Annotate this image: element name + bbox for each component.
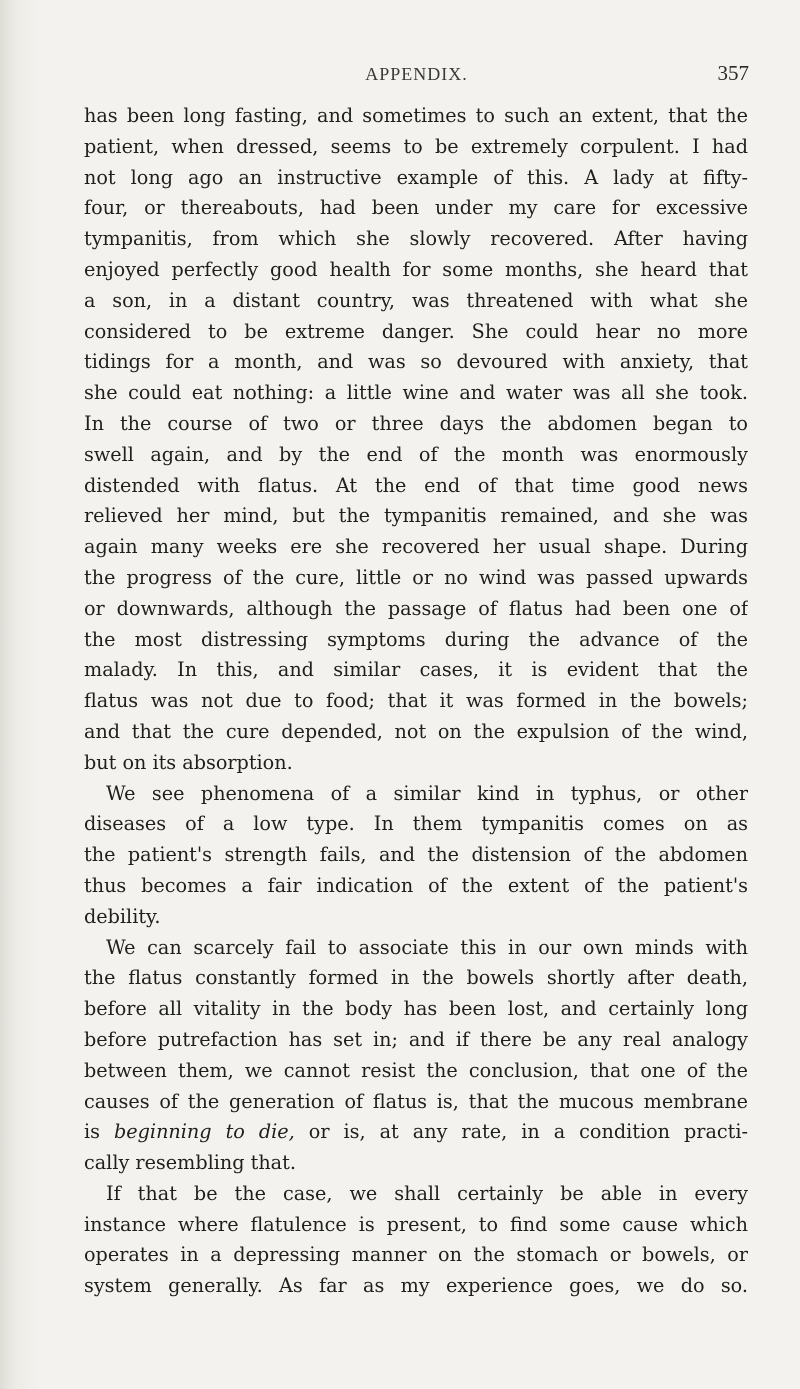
text-line: but on its absorption. [84, 750, 293, 774]
page-number: 357 [717, 61, 749, 85]
running-head [84, 61, 749, 94]
text-line: tidings for a month, and was so devoured with anxiety, that [84, 350, 748, 374]
text-line: the patient's strength fails, and the distension of the abdomen [84, 843, 748, 867]
text-line: patient, when dressed, seems to be extremely corpulent. I had [84, 134, 748, 158]
running-title: APPENDIX. [365, 64, 468, 84]
text-line: flatus was not due to food; that it was formed in the bowels; [84, 689, 748, 713]
text-line: debility. [84, 904, 161, 928]
text-line: We see phenomena of a similar kind in typhus, or other [106, 781, 748, 805]
text-line: We can scarcely fail to associate this in our own minds with [106, 935, 748, 959]
text-line: the most distressing symptoms during the advance of the [84, 627, 748, 651]
text-line: again many weeks ere she recovered her usual shape. During [84, 535, 748, 559]
text-line: before putrefaction has set in; and if there be any real analogy [84, 1027, 748, 1051]
text-line: she could eat nothing: a little wine and water was all she took. [84, 381, 748, 405]
text-line: diseases of a low type. In them tympanitis comes on as [84, 812, 748, 836]
text-line: system generally. As far as my experience goes, we do so. [84, 1274, 748, 1298]
italic-phrase: beginning to die, [114, 1120, 295, 1144]
text-line: between them, we cannot resist the conclusion, that one of the [84, 1058, 748, 1082]
text-line: operates in a depressing manner on the stomach or bowels, or [84, 1243, 748, 1267]
text-line: thus becomes a fair indication of the extent of the patient's [84, 873, 748, 897]
text-line: enjoyed perfectly good health for some months, she heard that [84, 257, 748, 281]
text-line [84, 1117, 748, 1148]
text-fragment: or is, at any rate, in a condition practi- [308, 1120, 748, 1144]
text-line: malady. In this, and similar cases, it is evident that the [84, 658, 748, 682]
text-line: not long ago an instructive example of this. A lady at fifty- [84, 165, 748, 189]
text-line: a son, in a distant country, was threatened with what she [84, 288, 748, 312]
body-text [84, 101, 748, 1302]
text-line: or downwards, although the passage of flatus had been one of [84, 596, 748, 620]
text-line: causes of the generation of flatus is, that the mucous membrane [84, 1089, 748, 1113]
text-line: swell again, and by the end of the month was enormously [84, 442, 748, 466]
text-line: the flatus constantly formed in the bowels shortly after death, [84, 966, 748, 990]
text-line: and that the cure depended, not on the expulsion of the wind, [84, 719, 748, 743]
text-line: considered to be extreme danger. She could hear no more [84, 319, 748, 343]
text-line: If that be the case, we shall certainly be able in every [106, 1181, 748, 1205]
text-line: relieved her mind, but the tympanitis remained, and she was [84, 504, 748, 528]
text-line: cally resembling that. [84, 1151, 296, 1175]
text-line: has been long fasting, and sometimes to such an extent, that the [84, 104, 748, 127]
text-line: before all vitality in the body has been lost, and certainly long [84, 997, 748, 1021]
text-line: the progress of the cure, little or no wind was passed upwards [84, 565, 748, 589]
text-line: four, or thereabouts, had been under my care for excessive [84, 196, 748, 220]
text-line: distended with flatus. At the end of that time good news [84, 473, 748, 497]
text-line: In the course of two or three days the abdomen began to [84, 411, 748, 435]
text-line: tympanitis, from which she slowly recovered. After having [84, 227, 748, 251]
text-line: instance where flatulence is present, to find some cause which [84, 1212, 748, 1236]
text-fragment: is [84, 1120, 100, 1144]
